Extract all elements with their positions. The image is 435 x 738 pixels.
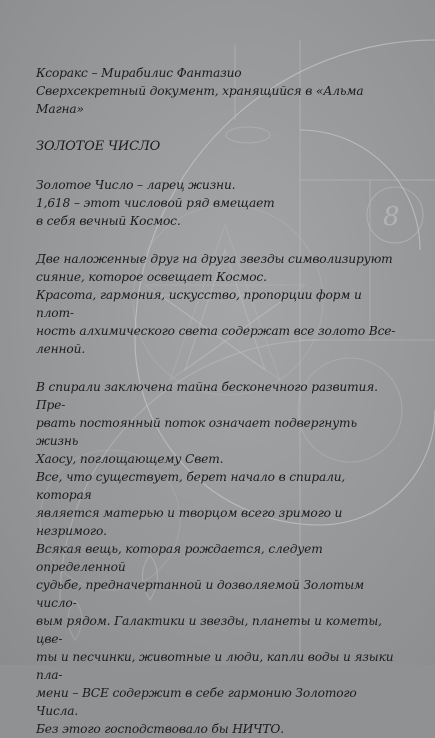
paragraph-line: вым рядом. Галактики и звезды, планеты и кометы, цве- <box>36 614 382 646</box>
paragraph-line: Красота, гармония, искусство, пропорции форм и плот- <box>36 288 362 320</box>
paragraph-line: является матерью и творцом всего зримого и незримого. <box>36 506 343 538</box>
intro-line: Золотое Число – ларец жизни. <box>36 178 236 192</box>
digit-eight-decoration: 8 <box>383 202 400 232</box>
paragraph-line: ленной. <box>36 342 86 356</box>
author-line: Ксоракс – Мирабилис Фантазио <box>36 66 242 80</box>
subtitle-line: Сверхсекретный документ, хранящийся в «Альма Магна» <box>36 84 364 116</box>
paragraph-line: Без этого господствовало бы НИЧТО. <box>36 722 284 736</box>
intro-line: 1,618 – этот числовой ряд вмещает <box>36 196 275 210</box>
paragraph-line: судьбе, предначертанной и дозволяемой Золотым число- <box>36 578 365 610</box>
paragraph-line: Всякая вещь, которая рождается, следует определенной <box>36 542 323 574</box>
intro-line: в себя вечный Космос. <box>36 214 181 228</box>
paragraph-line: ность алхимического света содержат все золото Все- <box>36 324 396 338</box>
section-title: ЗОЛОТОЕ ЧИСЛО <box>36 139 161 154</box>
paragraph-line: ты и песчинки, животные и люди, капли воды и языки пла- <box>36 650 394 682</box>
document-text <box>36 64 400 738</box>
paragraph-line: рвать постоянный поток означает подвергнуть жизнь <box>36 416 357 448</box>
paragraph-line: Все, что существует, берет начало в спирали, которая <box>36 470 346 502</box>
paragraph-line: мени – ВСЕ содержит в себе гармонию Золотого Числа. <box>36 686 357 718</box>
paragraph-line: Две наложенные друг на друга звезды символизируют <box>36 252 393 266</box>
paragraph-line: Хаосу, поглощающему Свет. <box>36 452 224 466</box>
paragraph-line: В спирали заключена тайна бесконечного развития. Пре- <box>36 380 378 412</box>
paragraph-line: сияние, которое освещает Космос. <box>36 270 267 284</box>
